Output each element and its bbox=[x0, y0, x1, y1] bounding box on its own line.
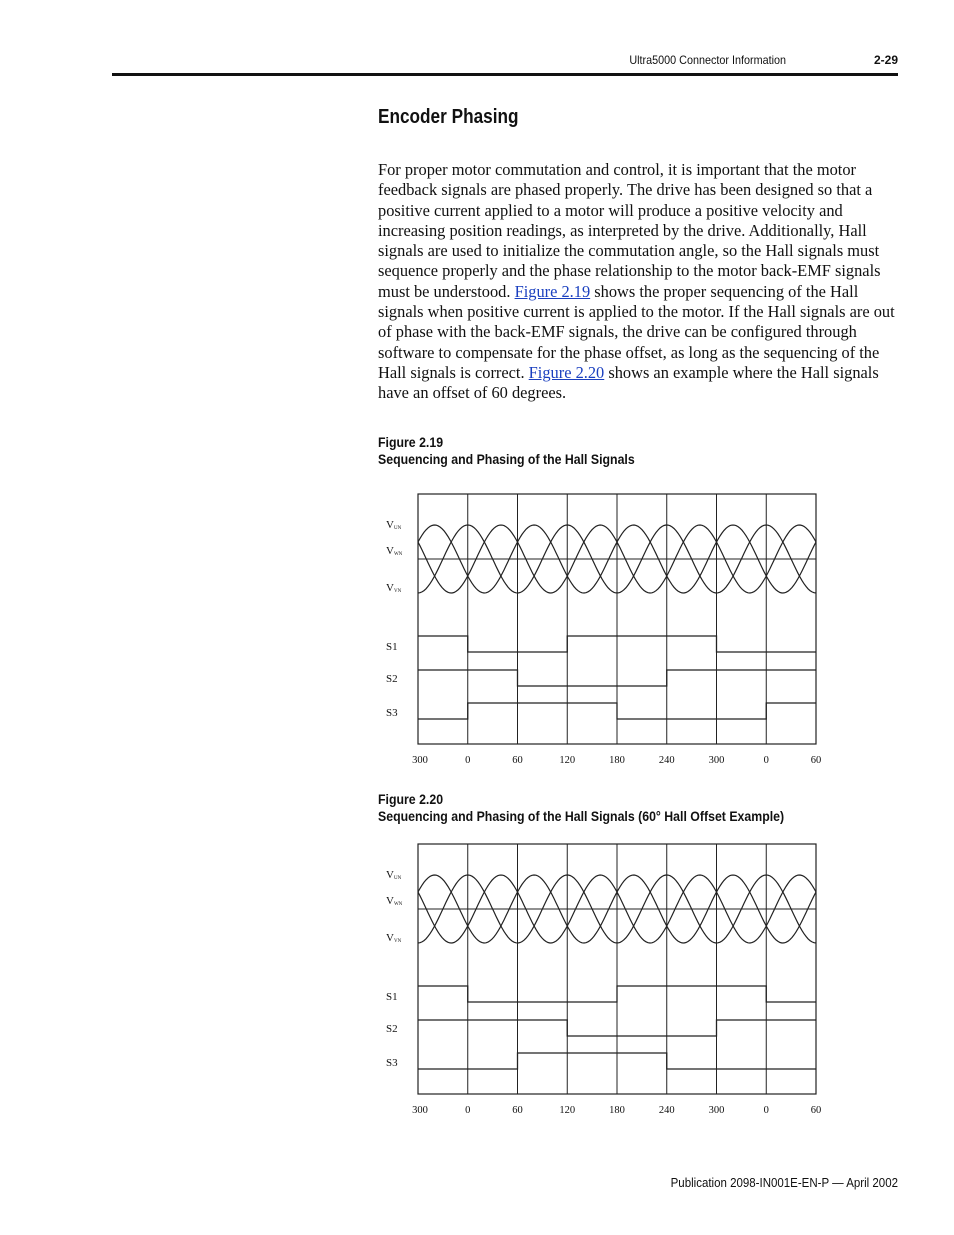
signal-label-subscript: UN bbox=[393, 526, 402, 531]
body-text-1: For proper motor commutation and control, it is important that the motor feedback signals are phased properly. The drive has been designed so that a positive current applied to a motor will produce a positive velocity and increasing position readings, as interpreted by the drive. Additionally, Hall signals are used to initialize the commutation angle, so the Hall signals must sequence properly and the phase relationship to the motor back-EMF signals must be understood. bbox=[378, 160, 881, 301]
figure-2-20-timing-diagram bbox=[370, 840, 830, 1130]
figure-2-19-link[interactable]: Figure 2.19 bbox=[514, 281, 591, 301]
signal-label-v-wn: VWN bbox=[386, 895, 403, 907]
signal-label-s3: S3 bbox=[386, 1057, 398, 1069]
angle-tick-label: 60 bbox=[810, 1105, 822, 1116]
figure-2-20-number: Figure 2.20 bbox=[378, 791, 444, 807]
angle-tick-label: 60 bbox=[512, 755, 523, 766]
angle-tick-label: 0 bbox=[763, 1105, 769, 1116]
angle-tick-label: 300 bbox=[412, 755, 428, 766]
hall-s1-waveform bbox=[418, 986, 816, 1002]
signal-label-v-vn: VVN bbox=[386, 932, 402, 944]
signal-label-v-vn: VVN bbox=[386, 582, 402, 594]
hall-s3-waveform bbox=[418, 703, 816, 719]
angle-tick-label: 300 bbox=[708, 755, 725, 766]
figure-2-19-timing-diagram bbox=[370, 490, 830, 780]
timing-diagram-svg bbox=[370, 490, 830, 780]
signal-label-s2: S2 bbox=[386, 673, 398, 685]
timing-diagram-svg bbox=[370, 840, 830, 1130]
body-text-2: shows the proper sequencing of the Hall signals when positive current is applied to the motor. If the Hall signals are out of phase with the back-EMF signals, the drive can be configured through software to compensate for the phase offset, as long as the sequencing of the Hall signals is correct. bbox=[378, 281, 895, 382]
angle-tick-label: 180 bbox=[609, 755, 625, 766]
signal-label-s3: S3 bbox=[386, 707, 398, 719]
angle-tick-label: 60 bbox=[512, 1105, 523, 1116]
figure-2-20-link[interactable]: Figure 2.20 bbox=[528, 362, 605, 382]
angle-tick-label: 0 bbox=[465, 1105, 471, 1116]
signal-label-v-un: VUN bbox=[386, 869, 402, 881]
angle-tick-label: 300 bbox=[708, 1105, 725, 1116]
angle-tick-label: 60 bbox=[810, 755, 822, 766]
publication-footer: Publication 2098-IN001E-EN-P — April 2002 bbox=[670, 1176, 898, 1190]
angle-tick-label: 0 bbox=[763, 755, 769, 766]
angle-tick-label: 300 bbox=[412, 1105, 428, 1116]
running-header: Ultra5000 Connector Information bbox=[629, 53, 786, 67]
body-text-3: shows an example where the Hall signals have an offset of 60 degrees. bbox=[378, 362, 879, 403]
section-title: Encoder Phasing bbox=[378, 106, 519, 128]
signal-label-subscript: UN bbox=[393, 876, 402, 881]
angle-tick-label: 240 bbox=[658, 755, 675, 766]
angle-tick-label: 180 bbox=[609, 1105, 625, 1116]
angle-tick-label: 0 bbox=[465, 755, 471, 766]
figure-2-19-caption bbox=[378, 434, 635, 468]
signal-label-subscript: WN bbox=[393, 552, 403, 557]
page-number: 2-29 bbox=[873, 53, 898, 67]
figure-2-20-title: Sequencing and Phasing of the Hall Signals (60° Hall Offset Example) bbox=[378, 808, 785, 824]
signal-label-subscript: WN bbox=[393, 902, 403, 907]
angle-tick-label: 240 bbox=[658, 1105, 675, 1116]
signal-label-s1: S1 bbox=[386, 641, 398, 653]
body-paragraph bbox=[378, 160, 898, 404]
signal-label-subscript: VN bbox=[393, 589, 402, 594]
signal-label-v-un: VUN bbox=[386, 519, 402, 531]
signal-label-subscript: VN bbox=[393, 939, 402, 944]
header-rule bbox=[112, 73, 898, 76]
angle-tick-label: 120 bbox=[559, 755, 576, 766]
figure-2-19-number: Figure 2.19 bbox=[378, 434, 444, 450]
signal-label-s2: S2 bbox=[386, 1023, 398, 1035]
angle-tick-label: 120 bbox=[559, 1105, 576, 1116]
figure-2-20-caption bbox=[378, 791, 784, 825]
signal-label-v-wn: VWN bbox=[386, 545, 403, 557]
figure-2-19-title: Sequencing and Phasing of the Hall Signals bbox=[378, 451, 635, 467]
signal-label-s1: S1 bbox=[386, 991, 398, 1003]
